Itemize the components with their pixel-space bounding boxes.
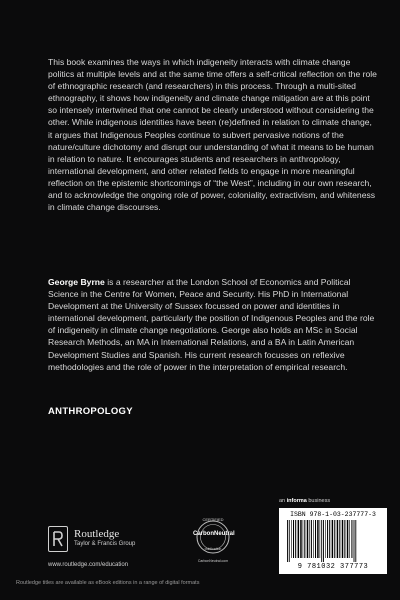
publisher-name: Routledge [74, 528, 120, 540]
badge-main-text [193, 531, 233, 537]
subject-category: ANTHROPOLOGY [48, 406, 133, 417]
barcode-bars [287, 520, 379, 562]
informa-suffix: business [306, 498, 331, 504]
book-blurb: This book examines the ways in which indigeneity interacts with climate change politics at multiple levels and at the same time offers a self-critical reflection on the role of ethnographic research (and researchers) in this process. Through a multi-sited ethnography, it shows how indigeneity and climate change mitigation are at this point so intensely intertwined that one cannot be clearly understood without considering the other. While indigenous identities have been (re)defined in relation to climate change, it argues that Indigenous Peoples continue to subvert pervasive notions of the nature/culture dichotomy and disrupt our understanding of what it means to be human in relation to nature. It encourages students and researchers in anthropology, international development, and other related fields to engage in more meaningful reflection on the epistemic shortcomings of “the West”, including in our own research, and to acknowledge the ongoing role of power, coloniality, extractivism, and whiteness in climate change discourses. [48, 57, 377, 213]
badge-top-text: CERTIFIED [202, 517, 224, 522]
publisher-logo [48, 526, 158, 556]
badge-url-text: CarbonNeutral.com [197, 559, 229, 563]
informa-prefix: an [279, 498, 287, 504]
barcode-digits: 9 781032 377773 [297, 563, 369, 571]
badge-main-line1: CarbonNeutral [193, 531, 235, 537]
author-name: George Byrne [48, 277, 105, 287]
ebook-footnote: Routledge titles are available as eBook editions in a range of digital formats [16, 580, 200, 586]
badge-sub-text: publication [204, 547, 222, 551]
carbon-neutral-badge [193, 517, 233, 569]
isbn-barcode [279, 508, 387, 574]
publisher-url[interactable]: www.routledge.com/education [48, 562, 129, 568]
routledge-r-icon [48, 526, 68, 552]
informa-brand: informa [286, 498, 307, 504]
publisher-group: Taylor & Francis Group [74, 541, 136, 547]
isbn-number: ISBN 978-1-03-237777-3 [290, 511, 376, 518]
informa-tagline [279, 498, 330, 504]
author-bio [48, 276, 378, 373]
author-bio-text: is a researcher at the London School of Economics and Political Science in the Centre for Women, Peace and Security. His PhD in International Development at the University of Sussex focussed on power and identities in international development, particularly the position of Indigenous Peoples and the role of indigeneity in climate change negotiations. George also holds an MSc in Social Research Methods, an MA in International Relations, and a BA in Latin American Development Studies and Spanish. His current research focusses on reflexive methodologies and the role of power in the interpretation of empirical research. [48, 277, 375, 372]
